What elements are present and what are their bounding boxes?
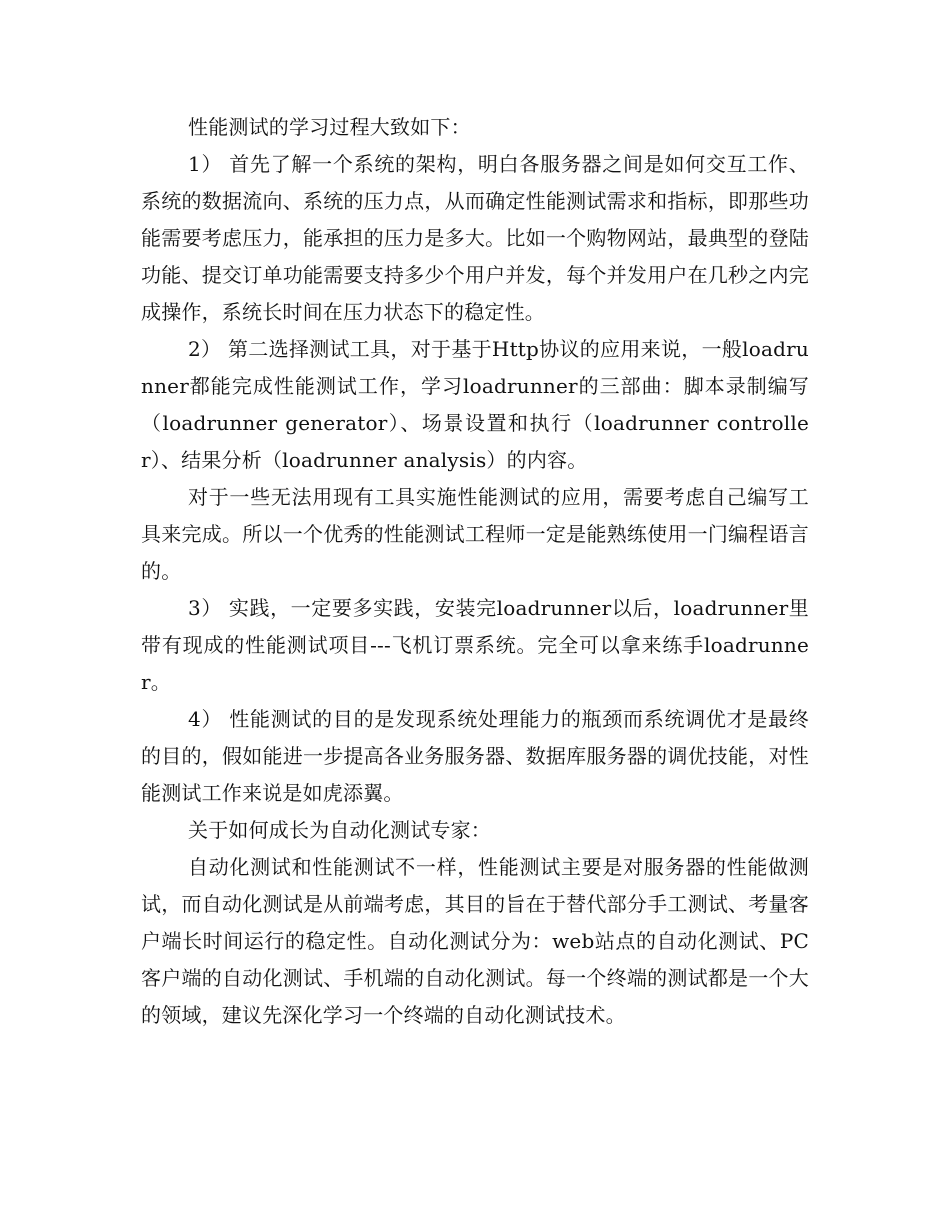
paragraph-automation-body: 自动化测试和性能测试不一样，性能测试主要是对服务器的性能做测试，而自动化测试是从前端考虑，其目的旨在于替代部分手工测试、考量客户端长时间运行的稳定性。自动化测试分为：web站点的自动化测试、PC客户端的自动化测试、手机端的自动化测试。每一个终端的测试都是一个大的领域，建议先深化学习一个终端的自动化测试技术。: [141, 855, 809, 1027]
paragraph-custom-tools: 对于一些无法用现有工具实施性能测试的应用，需要考虑自己编写工具来完成。所以一个优秀的性能测试工程师一定是能熟练使用一门编程语言的。: [141, 485, 809, 583]
paragraph-step-4: 4） 性能测试的目的是发现系统处理能力的瓶颈而系统调优才是最终的目的，假如能进一步提高各业务服务器、数据库服务器的调优技能，对性能测试工作来说是如虎添翼。: [141, 707, 809, 805]
paragraph-step-1: 1） 首先了解一个系统的架构，明白各服务器之间是如何交互工作、系统的数据流向、系统的压力点，从而确定性能测试需求和指标，即那些功能需要考虑压力，能承担的压力是多大。比如一个购物网站，最典型的登陆功能、提交订单功能需要支持多少个用户并发，每个并发用户在几秒之内完成操作，系统长时间在压力状态下的稳定性。: [141, 152, 809, 324]
document-body: [141, 109, 809, 1034]
paragraph-intro-heading: 性能测试的学习过程大致如下：: [188, 115, 471, 139]
paragraph-step-3: 3） 实践，一定要多实践，安装完loadrunner以后，loadrunner里带有现成的性能测试项目---飞机订票系统。完全可以拿来练手loadrunner。: [141, 596, 809, 694]
paragraph-automation-heading: 关于如何成长为自动化测试专家：: [188, 818, 491, 842]
paragraph-step-2: 2） 第二选择测试工具，对于基于Http协议的应用来说，一般loadrunner都能完成性能测试工作，学习loadrunner的三部曲：脚本录制编写（loadrunner generator）、场景设置和执行（loadrunner controller）、结果分析（loadrunner analysis）的内容。: [141, 337, 809, 472]
